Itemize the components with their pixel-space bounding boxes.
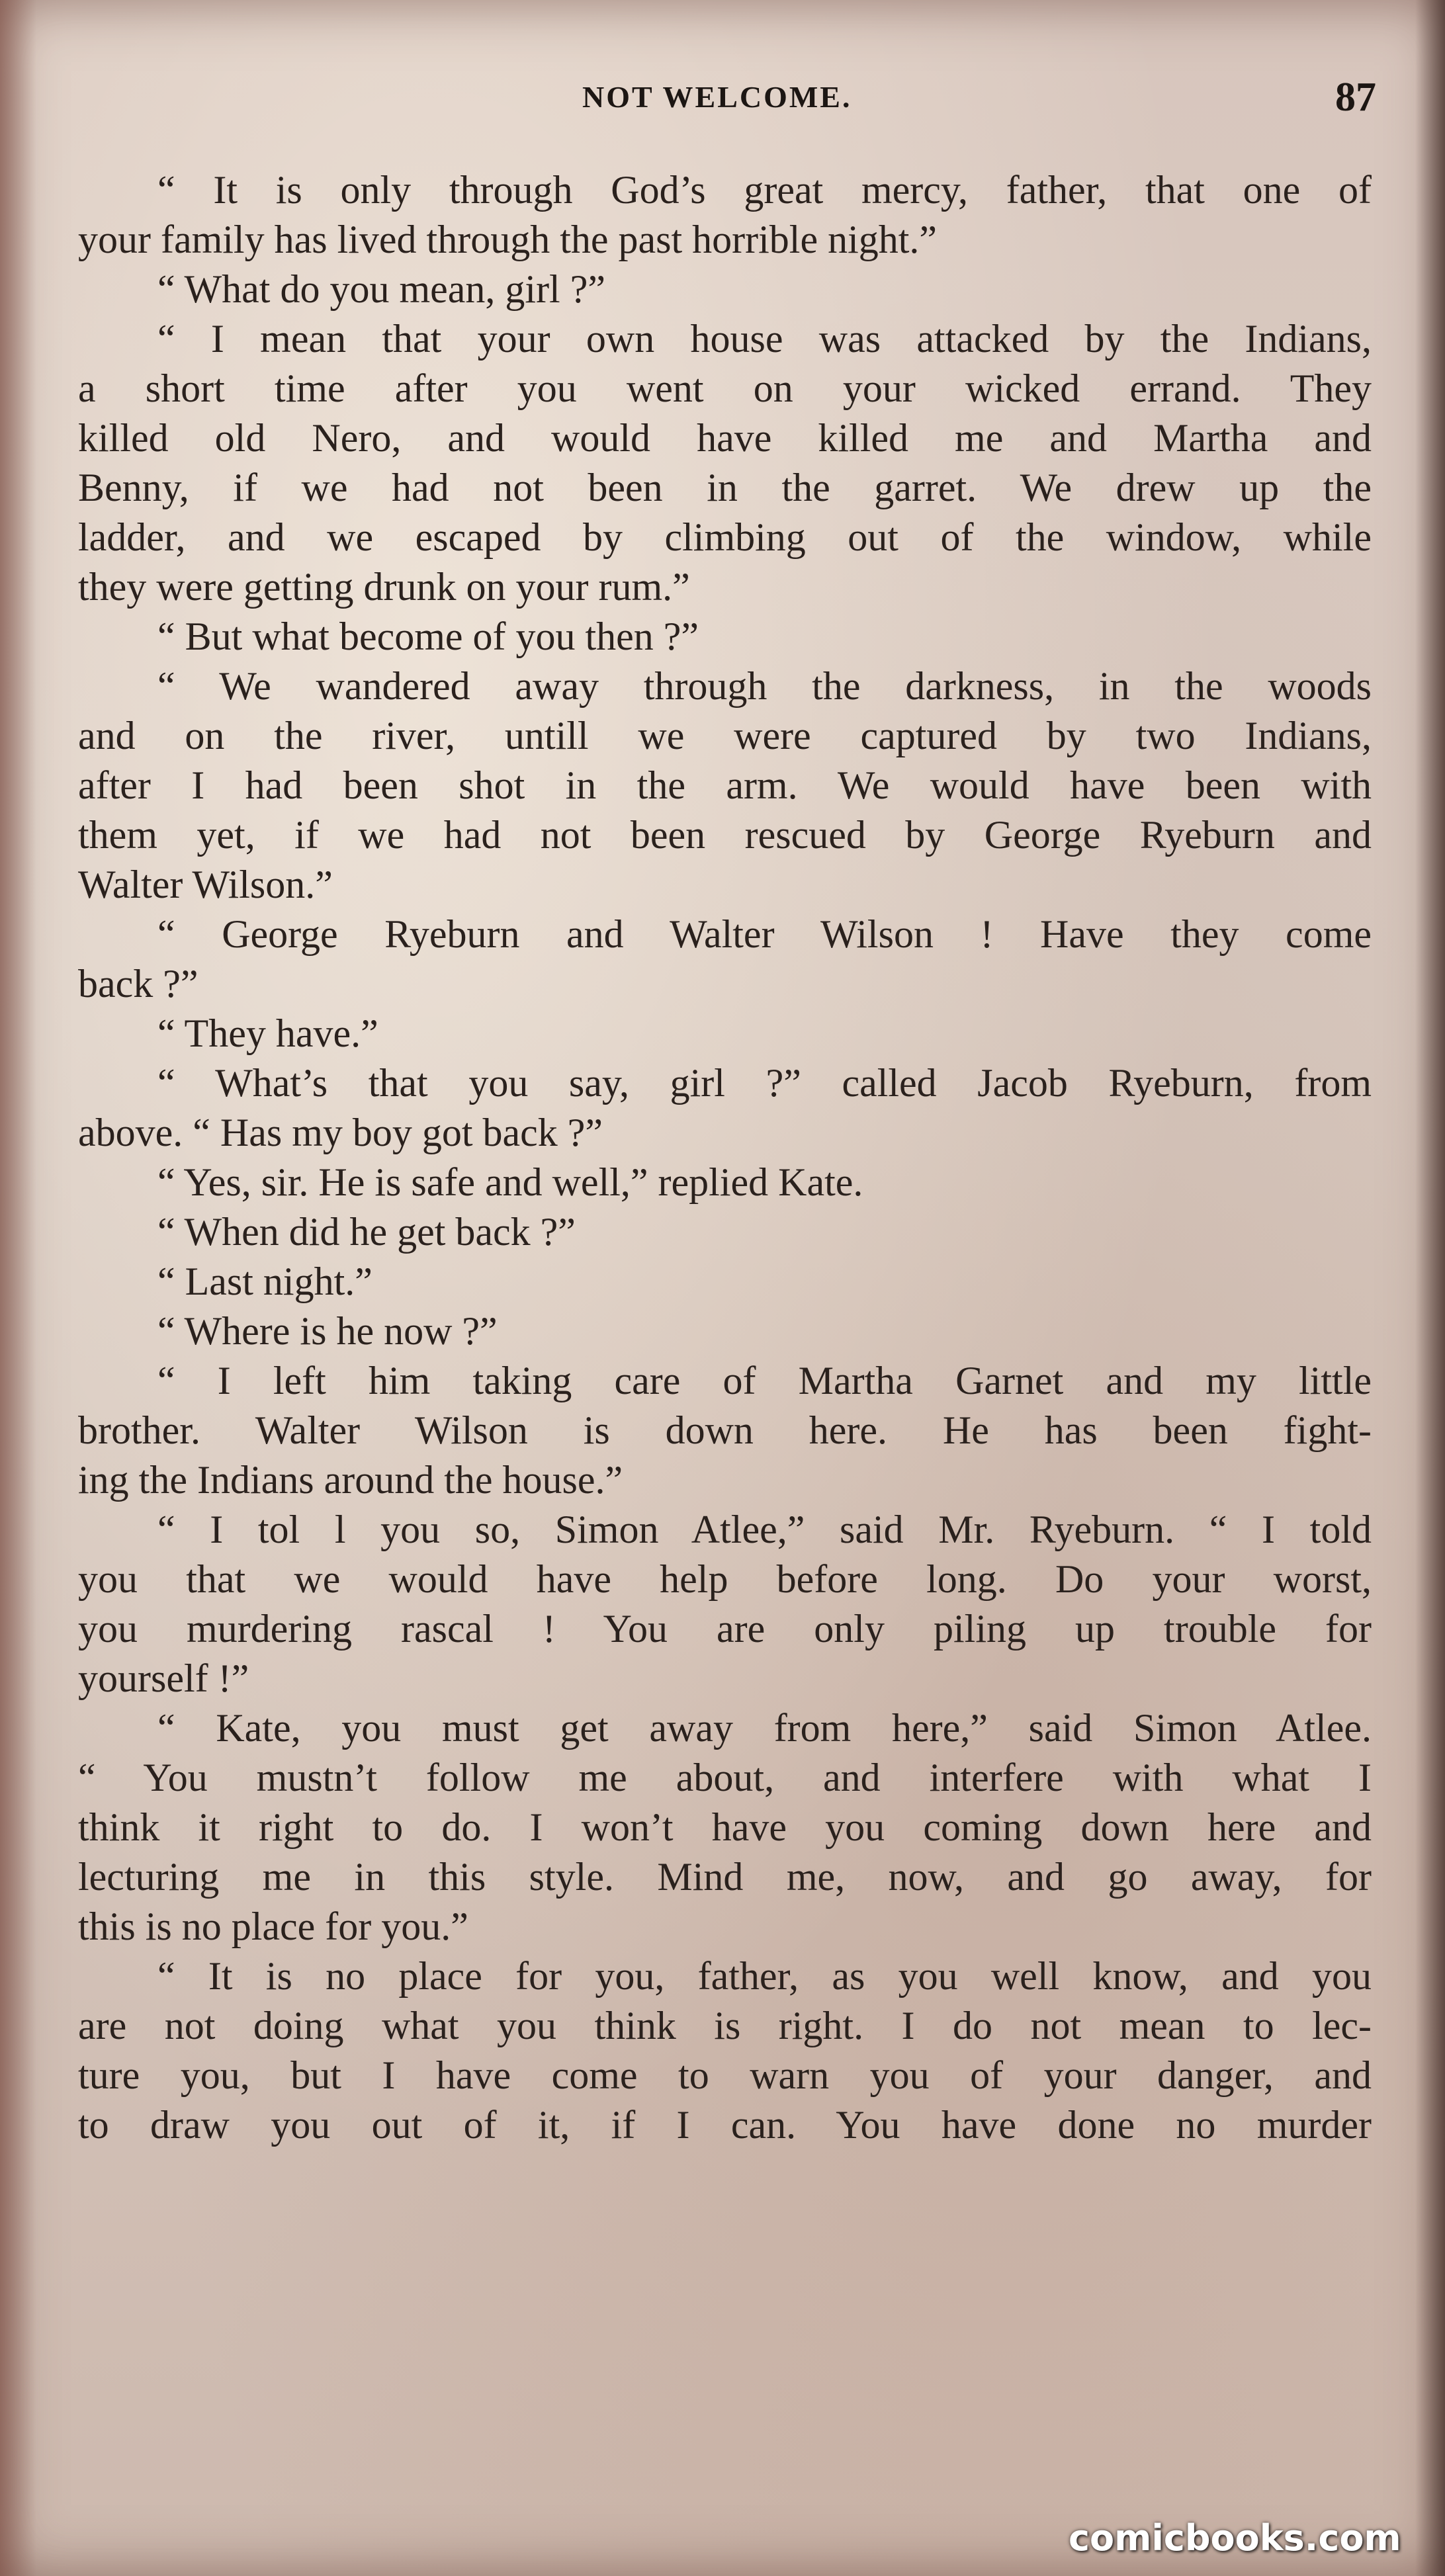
running-head-title: NOT WELCOME. <box>582 80 852 114</box>
text-line: “ But what become of you then ?” <box>157 615 699 658</box>
page-shadow-right <box>1415 0 1445 2576</box>
text-line: “ What do you mean, girl ?” <box>157 267 605 311</box>
text-line: think it right to do. I won’t have you coming down here and <box>78 1805 1372 1849</box>
text-line: ture you, but I have come to warn you of your danger, and <box>78 2053 1372 2097</box>
text-line: “ When did he get back ?” <box>157 1210 576 1254</box>
body-text <box>78 165 1372 2150</box>
text-line: “ It is only through God’s great mercy, father, that one of <box>157 168 1372 212</box>
text-line: brother. Walter Wilson is down here. He has been fight- <box>78 1408 1372 1452</box>
text-line: “ Where is he now ?” <box>157 1309 498 1353</box>
page-shadow-left <box>0 0 36 2576</box>
text-line: “ I tol l you so, Simon Atlee,” said Mr. Ryeburn. “ I told <box>157 1508 1372 1551</box>
text-line: “ George Ryeburn and Walter Wilson ! Have they come <box>157 912 1372 956</box>
text-line: ing the Indians around the house.” <box>78 1458 623 1502</box>
text-line: you murdering rascal ! You are only piling up trouble for <box>78 1607 1372 1651</box>
text-line: “ It is no place for you, father, as you well know, and you <box>157 1954 1372 1998</box>
text-line: “ You mustn’t follow me about, and interfere with what I <box>78 1756 1372 1799</box>
text-line: after I had been shot in the arm. We would have been with <box>78 763 1372 807</box>
page-number: 87 <box>1335 75 1376 120</box>
text-line: “ They have.” <box>157 1011 378 1055</box>
text-line: back ?” <box>78 962 198 1006</box>
text-line: Benny, if we had not been in the garret. We drew up the <box>78 466 1372 509</box>
text-line: ladder, and we escaped by climbing out of the window, while <box>78 515 1372 559</box>
text-line: “ I mean that your own house was attacked by the Indians, <box>157 317 1372 361</box>
text-line: yourself !” <box>78 1656 249 1700</box>
text-line: above. “ Has my boy got back ?” <box>78 1111 603 1154</box>
text-line: and on the river, untill we were captured by two Indians, <box>78 714 1372 757</box>
text-line: Walter Wilson.” <box>78 863 333 906</box>
text-line: killed old Nero, and would have killed me and Martha and <box>78 416 1372 460</box>
text-line: your family has lived through the past horrible night.” <box>78 218 938 261</box>
watermark-logo: comicbooks.com <box>1069 2517 1401 2559</box>
text-line: them yet, if we had not been rescued by George Ryeburn and <box>78 813 1372 857</box>
text-line: “ Last night.” <box>157 1260 372 1303</box>
text-line: you that we would have help before long. Do your worst, <box>78 1557 1372 1601</box>
text-line: “ Kate, you must get away from here,” said Simon Atlee. <box>157 1706 1372 1750</box>
text-line: “ Yes, sir. He is safe and well,” replied Kate. <box>157 1160 863 1204</box>
text-line: this is no place for you.” <box>78 1905 468 1948</box>
text-line: “ I left him taking care of Martha Garnet and my little <box>157 1359 1372 1402</box>
text-line: a short time after you went on your wicked errand. They <box>78 366 1372 410</box>
text-line: “ What’s that you say, girl ?” called Jacob Ryeburn, from <box>157 1061 1372 1105</box>
text-line: they were getting drunk on your rum.” <box>78 565 690 609</box>
text-line: lecturing me in this style. Mind me, now, and go away, for <box>78 1855 1372 1899</box>
text-line: are not doing what you think is right. I do not mean to lec- <box>78 2004 1372 2047</box>
text-line: “ We wandered away through the darkness, in the woods <box>157 664 1372 708</box>
running-head <box>0 74 1445 127</box>
text-line: to draw you out of it, if I can. You have done no murder <box>78 2103 1372 2147</box>
